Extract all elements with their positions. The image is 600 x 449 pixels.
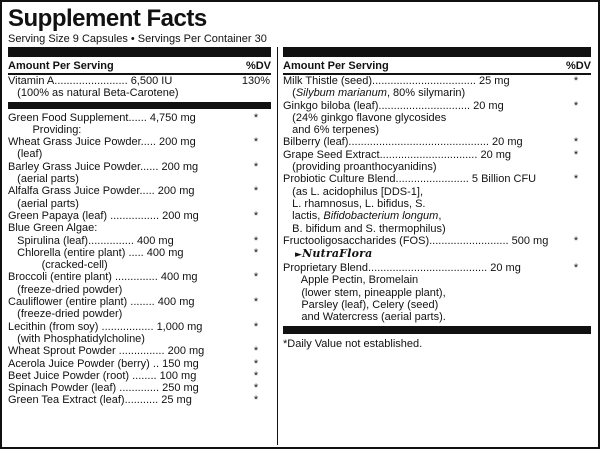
- dv-header: %DV: [245, 60, 271, 72]
- ingredient-row: Chlorella (entire plant) ..... 400 mg *: [17, 246, 259, 259]
- ingredient-row: Broccoli (entire plant) .............. 400 mg *: [8, 271, 259, 284]
- nutraflora-logo: ►NutraFlora: [295, 247, 373, 261]
- serving-info: Serving Size 9 Capsules • Servings Per Container 30: [8, 33, 267, 45]
- left-column: Amount Per Serving %DV Vitamin A........................ 6,500 IU 130% (100% as natural Beta-Carotene) Green Food Supplement...... 4,750 mg * Providing: Wheat Grass Juice Powder..... 200 mg * (leaf) Barley Grass Juice Powder...... 200 mg * (aerial parts) Alfalfa Grass Juice Powder..... 200 mg * (aerial parts) Green Papaya (leaf) ................ 200 mg * Blue Green Algae: Spirulina (leaf)............... 400 mg * Chlorella (entire plant) ..... 400 mg * (cracked-cell) Broccoli (entire plant) .............. 400 mg * (freeze-dried powder) Cauliflower (entire plant) ........ 400 mg * (freeze-dried powder) Lecithin (from soy) ................. 1,000 mg * (with Phosphatidylcholine) Wheat Sprout Powder ............... 200 mg * Acerola Juice Powder (berry) .. 150 mg * Beet Juice Powder (root) ........ 100 mg * Spinach Powder (leaf) ............. 250 mg * Green Tea Extract (leaf)........... 25 mg *: [8, 47, 271, 407]
- section-bar-right: [283, 326, 591, 334]
- top-bar-left: [8, 47, 271, 57]
- ingredient-row: Barley Grass Juice Powder...... 200 mg *: [8, 160, 259, 173]
- nutrient-dv: 130%: [241, 75, 271, 87]
- ingredient-row: Alfalfa Grass Juice Powder..... 200 mg *: [8, 185, 259, 198]
- panel-title: Supplement Facts: [8, 5, 207, 32]
- dv-header: %DV: [565, 60, 591, 72]
- nutrient-label: Vitamin A........................ 6,500 IU: [8, 75, 173, 87]
- column-divider: [277, 47, 278, 445]
- arrow-icon: ►: [295, 250, 303, 261]
- ingredient-row: Ginkgo biloba (leaf).............................. 20 mg *: [283, 99, 579, 112]
- ingredient-row: Fructooligosaccharides (FOS).......................... 500 mg *: [283, 234, 579, 247]
- section-bar-left: [8, 102, 271, 109]
- ingredient-row: Probiotic Culture Blend........................ 5 Billion CFU *: [283, 173, 579, 186]
- ingredient-row: Cauliflower (entire plant) ........ 400 mg *: [8, 296, 259, 309]
- ingredient-row: Lecithin (from soy) ................. 1,000 mg *: [8, 320, 259, 333]
- ingredient-row: Beet Juice Powder (root) ........ 100 mg *: [8, 369, 259, 382]
- amount-header: Amount Per Serving: [283, 60, 389, 72]
- ingredient-row: Green Papaya (leaf) ................ 200 mg *: [8, 209, 259, 222]
- ingredient-row: Wheat Grass Juice Powder..... 200 mg *: [8, 136, 259, 149]
- top-bar-right: [283, 47, 591, 57]
- header-row-right: [283, 57, 591, 73]
- ingredient-row: Green Tea Extract (leaf)........... 25 mg *: [8, 394, 259, 407]
- ingredient-row: Spirulina (leaf)............... 400 mg *: [17, 234, 259, 247]
- ingredient-row: Wheat Sprout Powder ............... 200 mg *: [8, 345, 259, 358]
- ingredient-row: Green Food Supplement...... 4,750 mg *: [8, 111, 259, 124]
- ingredient-row: Grape Seed Extract................................ 20 mg *: [283, 148, 579, 161]
- ingredient-row: Proprietary Blend....................................... 20 mg *: [283, 262, 579, 275]
- header-row-left: [8, 57, 271, 73]
- daily-value-note: *Daily Value not established.: [283, 337, 423, 350]
- ingredient-row: Milk Thistle (seed).................................. 25 mg *: [283, 75, 579, 87]
- amount-header: Amount Per Serving: [8, 60, 114, 72]
- ingredient-row: Acerola Juice Powder (berry) .. 150 mg *: [8, 357, 259, 370]
- right-column: Amount Per Serving %DV Milk Thistle (seed).................................. 25 mg * (Silybum marianum, 80% silymarin) Ginkgo biloba (leaf).............................. 20 mg * (24% ginkgo flavone glycosides and 6% terpenes) Bilberry (leaf).............................................. 20 mg * Grape Seed Extract................................ 20 mg * (providing proanthocyanidins) Probiotic Culture Blend........................ 5 Billion CFU * (as L. acidophilus [DDS-1], L. rhamnosus, L. bifidus, S. lactis, Bifidobacterium longum, B. bifidum and S. thermophilus) Fructooligosaccharides (FOS).......................... 500 mg * ►NutraFlora Proprietary Blend....................................... 20 mg * Apple Pectin, Bromelain (lower stem, pineapple plant), Parsley (leaf), Celery (seed) and Watercress (aerial parts). *Daily Value not established.: [283, 47, 591, 351]
- nutrient-sub: (100% as natural Beta-Carotene): [17, 87, 179, 100]
- ingredient-row: Bilberry (leaf).............................................. 20 mg *: [283, 136, 579, 149]
- nutrient-row-vitamin-a: [8, 75, 271, 87]
- ingredient-row: Spinach Powder (leaf) ............. 250 mg *: [8, 382, 259, 395]
- ingredient-row: Blue Green Algae:: [8, 222, 98, 235]
